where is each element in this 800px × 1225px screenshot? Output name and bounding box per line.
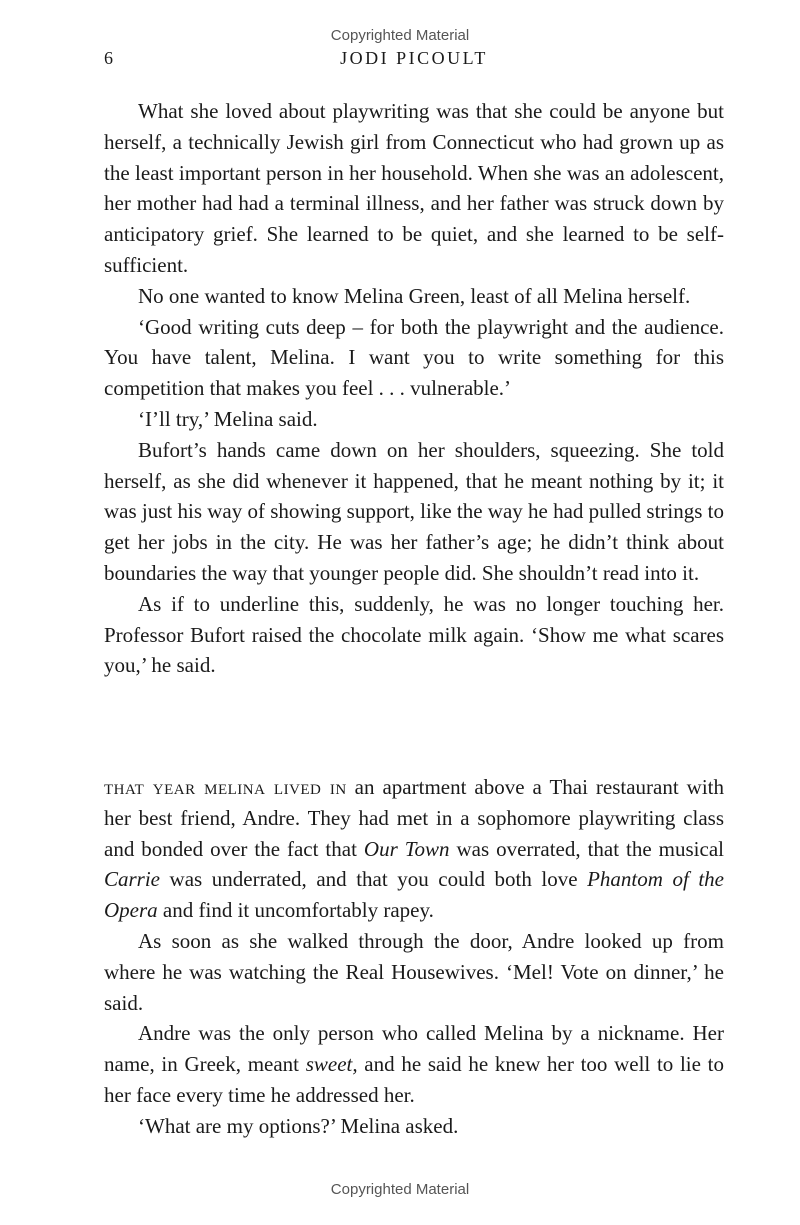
section-opening-paragraph: that year melina lived in an apartment above a Thai restaurant with her best friend, Andre. They had met in a sophomore playwriting class and bonded over the fact that Our Town was overrated, that the musical Carrie was underrated, and that you could both love Phantom of the Opera and find it uncomfortably rapey. bbox=[104, 775, 724, 923]
paragraph: ‘I’ll try,’ Melina said. bbox=[138, 406, 318, 431]
copyright-watermark-bottom: Copyrighted Material bbox=[330, 1181, 470, 1198]
work-title: Our Town bbox=[363, 836, 450, 861]
paragraph: ‘What are my options?’ Melina asked. bbox=[138, 1113, 459, 1138]
work-title: Carrie bbox=[104, 867, 161, 892]
paragraph: What she loved about playwriting was that she could be anyone but herself, a technically Jewish girl from Connecticut who had grown up as the least important person in her household. When she was an adolescent, her mother had had a terminal illness, and her father was struck down by anticipatory grief. She learned to be quiet, and she learned to be self-sufficient. bbox=[104, 99, 724, 277]
page-number: 6 bbox=[104, 48, 113, 68]
paragraph: As if to underline this, suddenly, he was no longer touching her. Professor Bufort raised the chocolate milk again. ‘Show me what scares you,’ he said. bbox=[104, 591, 724, 678]
section-lead-in: that year melina lived in bbox=[104, 775, 347, 799]
body-section-2 bbox=[104, 772, 724, 1142]
paragraph: As soon as she walked through the door, Andre looked up from where he was watching the Real Housewives. ‘Mel! Vote on dinner,’ he said. bbox=[104, 928, 724, 1015]
copyright-watermark-top: Copyrighted Material bbox=[330, 27, 470, 44]
paragraph: ‘Good writing cuts deep – for both the playwright and the audience. You have talent, Melina. I want you to write something for this competition that makes you feel . . . vulnerable.’ bbox=[104, 314, 724, 401]
work-title: Phantom of the Opera bbox=[104, 867, 724, 923]
author-name: JODI PICOULT bbox=[340, 48, 488, 68]
running-header bbox=[104, 48, 724, 72]
paragraph: Bufort’s hands came down on her shoulders, squeezing. She told herself, as she did whenever it happened, that he meant nothing by it; it was just his way of showing support, like the way he had pulled strings to get her jobs in the city. He was her father’s age; he didn’t think about boundaries the way that younger people did. She shouldn’t read into it. bbox=[104, 437, 725, 585]
emphasis: sweet, bbox=[305, 1052, 358, 1077]
paragraph: Andre was the only person who called Melina by a nickname. Her name, in Greek, meant sweet, and he said he knew her too well to lie to her face every time he addressed her. bbox=[104, 1021, 724, 1107]
body-section-1 bbox=[104, 96, 724, 681]
paragraph: No one wanted to know Melina Green, least of all Melina herself. bbox=[138, 283, 691, 308]
